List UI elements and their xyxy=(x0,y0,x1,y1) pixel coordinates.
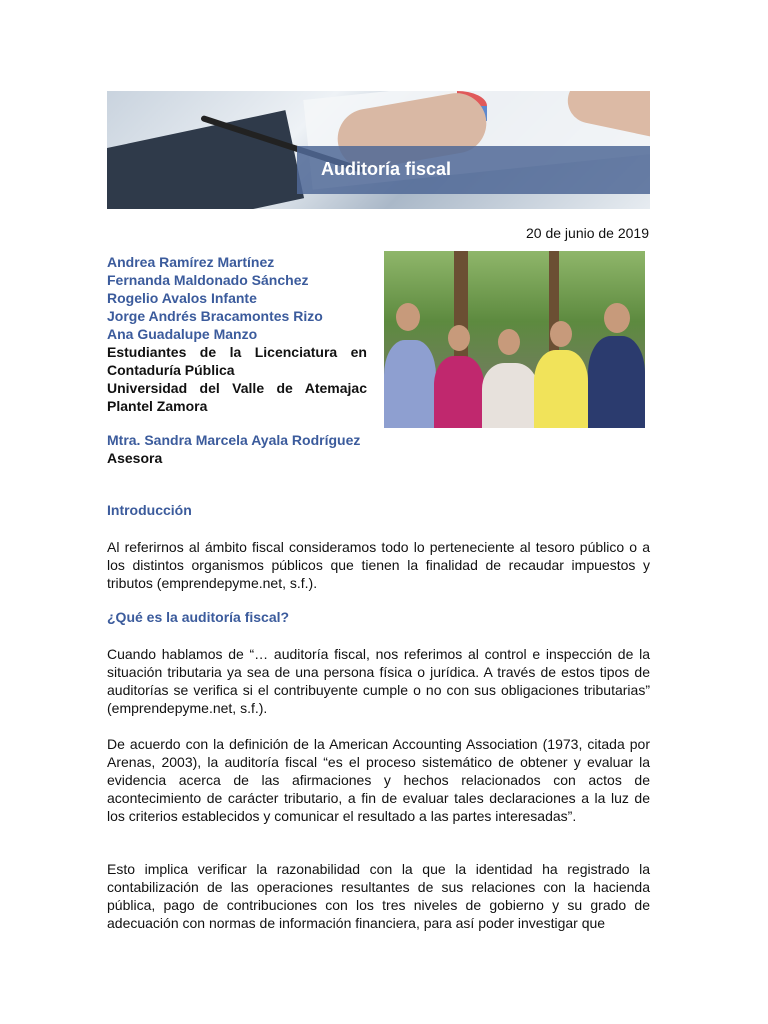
advisor-name: Mtra. Sandra Marcela Ayala Rodríguez xyxy=(107,432,361,448)
photo-person-head xyxy=(498,329,520,355)
paragraph: De acuerdo con la definición de la American Accounting Association (1973, citada por Arenas, 2003), la auditoría fiscal “es el proceso sistemático de obtener y evaluar la evidencia acerca de las afirmaciones y hechos relacionados con actos de acontecimiento de carácter tributario, a fin de evaluar tales declaraciones a la luz de los criterios establecidos y comunicar el resultado a las partes interesadas”. xyxy=(107,736,650,824)
affiliation-line: Contaduría Pública xyxy=(107,362,235,378)
photo-person xyxy=(482,363,538,428)
section-heading-what-is: ¿Qué es la auditoría fiscal? xyxy=(107,609,290,625)
affiliation-line: Plantel Zamora xyxy=(107,398,208,414)
photo-person xyxy=(384,340,436,428)
publication-date: 20 de junio de 2019 xyxy=(526,225,649,241)
author-name: Jorge Andrés Bracamontes Rizo xyxy=(107,308,323,324)
affiliation-line: Universidad del Valle de Atemajac xyxy=(107,380,367,396)
advisor-block xyxy=(107,431,360,467)
affiliation-line: Estudiantes de la Licenciatura en xyxy=(107,344,367,360)
advisor-role: Asesora xyxy=(107,450,163,466)
header-banner xyxy=(107,91,650,209)
photo-person xyxy=(534,350,588,428)
photo-person-head xyxy=(396,303,420,331)
photo-person xyxy=(434,356,484,428)
photo-person-head xyxy=(604,303,630,333)
banner-title: Auditoría fiscal xyxy=(321,159,452,179)
authors-group-photo xyxy=(384,251,645,428)
photo-person-head xyxy=(550,321,572,347)
paragraph: Esto implica verificar la razonabilidad con la que la identidad ha registrado la contabilización de las operaciones resultantes de sus relaciones con la hacienda pública, pago de contribuciones con los tres niveles de gobierno y su grado de adecuación con normas de información financiera, para así poder investigar que xyxy=(107,861,650,931)
section-heading-introduction: Introducción xyxy=(107,502,192,518)
photo-person-head xyxy=(448,325,470,351)
paragraph: Cuando hablamos de “… auditoría fiscal, nos referimos al control e inspección de la situación tributaria ya sea de una persona física o jurídica. A través de estos tipos de auditorías se verifica si el contribuyente cumple o no con sus obligaciones tributarias” (emprendepyme.net, s.f.). xyxy=(107,646,650,716)
author-name: Fernanda Maldonado Sánchez xyxy=(107,272,309,288)
author-name: Rogelio Avalos Infante xyxy=(107,290,257,306)
paragraph: Al referirnos al ámbito fiscal consideramos todo lo perteneciente al tesoro público o a los distintos organismos públicos que tienen la finalidad de recaudar impuestos y tributos (emprendepyme.net, s.f.). xyxy=(107,539,650,591)
author-name: Ana Guadalupe Manzo xyxy=(107,326,258,342)
photo-person xyxy=(588,336,645,428)
author-name: Andrea Ramírez Martínez xyxy=(107,254,275,270)
banner-sleeve-image xyxy=(107,110,304,209)
author-block xyxy=(107,253,367,415)
